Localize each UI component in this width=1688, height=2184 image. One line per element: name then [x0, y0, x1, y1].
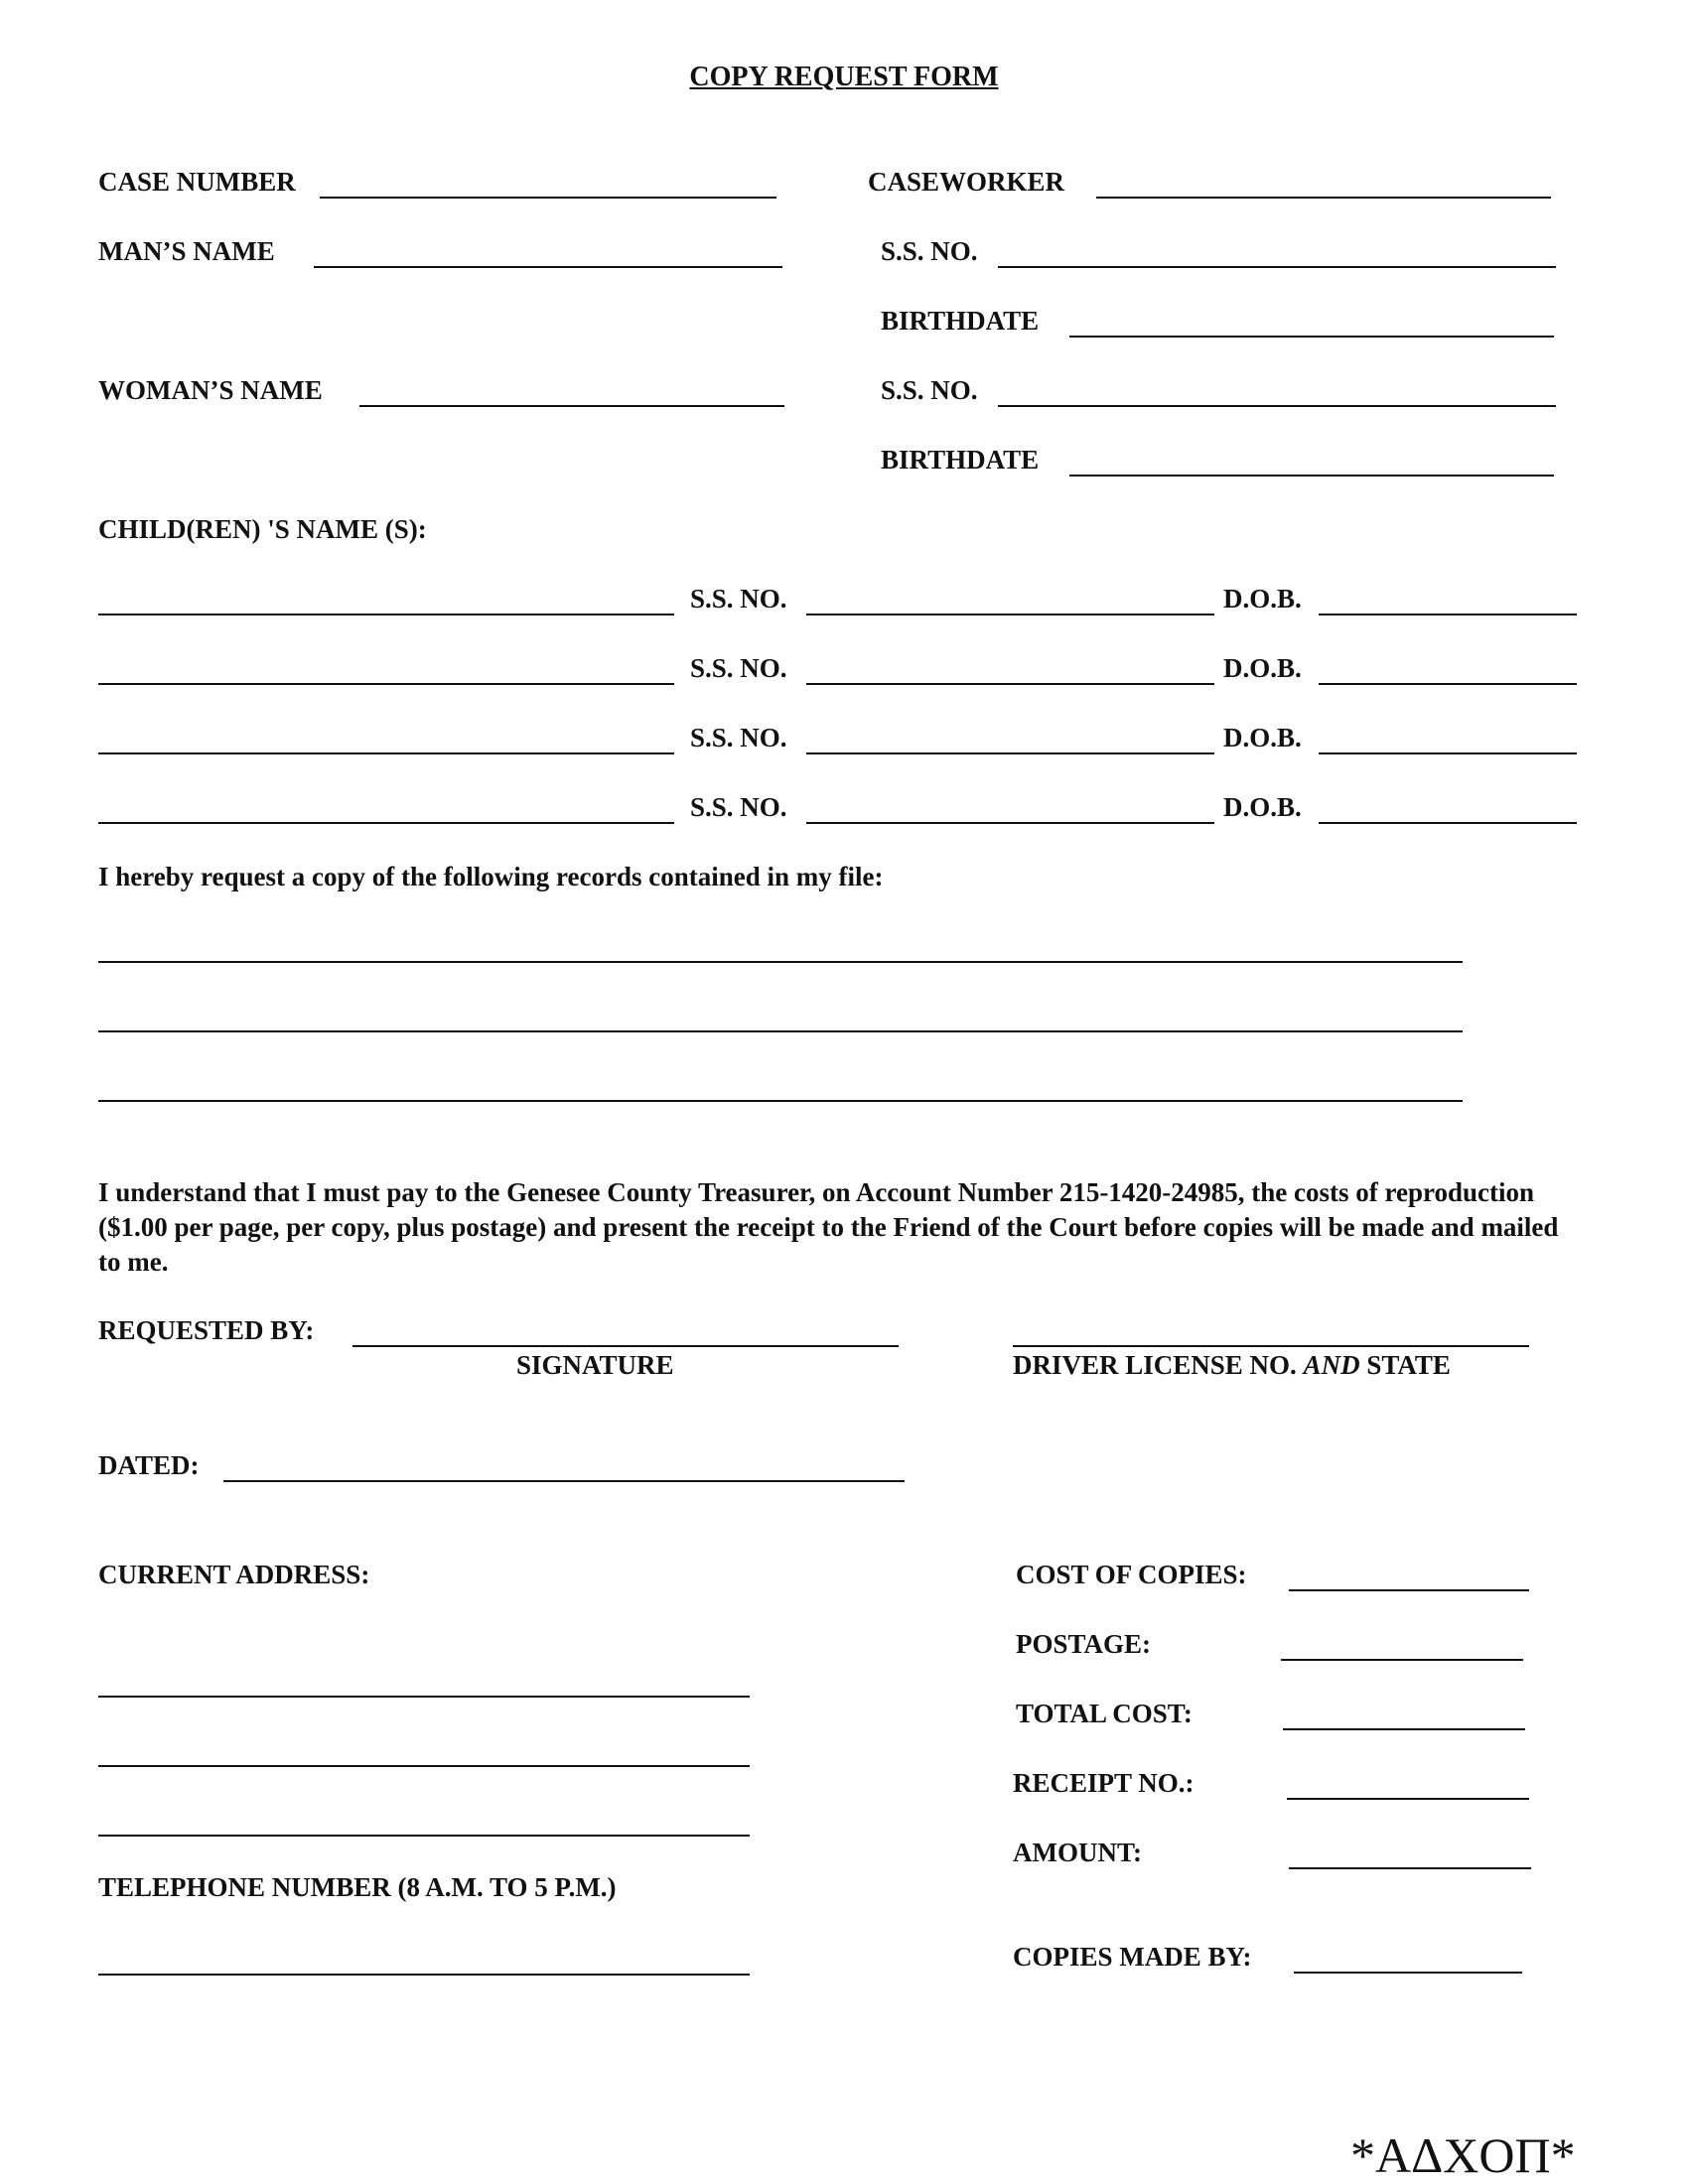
records-line[interactable]	[98, 1100, 1463, 1102]
womans-ss-no-label: S.S. NO.	[881, 375, 978, 405]
driver-license-caption-pre: DRIVER LICENSE NO.	[1013, 1350, 1297, 1380]
womans-name-field[interactable]	[359, 405, 784, 407]
child-name-field[interactable]	[98, 822, 674, 824]
requested-by-label: REQUESTED BY:	[98, 1315, 315, 1345]
child-dob-field[interactable]	[1319, 752, 1577, 754]
mans-name-label: MAN’S NAME	[98, 236, 275, 266]
child-ss-no-field[interactable]	[806, 752, 1214, 754]
child-dob-label: D.O.B.	[1223, 584, 1302, 614]
driver-license-caption	[1013, 1352, 1451, 1379]
postage-field[interactable]	[1281, 1659, 1523, 1661]
caseworker-label: CASEWORKER	[868, 167, 1065, 197]
child-dob-field[interactable]	[1319, 614, 1577, 615]
address-line[interactable]	[98, 1835, 750, 1837]
receipt-no-label: RECEIPT NO.:	[1013, 1768, 1195, 1798]
receipt-no-field[interactable]	[1287, 1798, 1529, 1800]
footer-code: *ΑΔΧΟΠ*	[1350, 2127, 1576, 2183]
child-ss-no-label: S.S. NO.	[690, 792, 787, 822]
mans-name-field[interactable]	[314, 266, 782, 268]
children-label: CHILD(REN) 'S NAME (S):	[98, 514, 427, 544]
caseworker-field[interactable]	[1096, 197, 1551, 199]
amount-field[interactable]	[1289, 1867, 1531, 1869]
total-cost-field[interactable]	[1283, 1728, 1525, 1730]
postage-label: POSTAGE:	[1016, 1629, 1152, 1659]
child-ss-no-field[interactable]	[806, 683, 1214, 685]
records-line[interactable]	[98, 961, 1463, 963]
child-name-field[interactable]	[98, 614, 674, 615]
address-line[interactable]	[98, 1765, 750, 1767]
child-dob-label: D.O.B.	[1223, 792, 1302, 822]
mans-ss-no-label: S.S. NO.	[881, 236, 978, 266]
child-ss-no-label: S.S. NO.	[690, 584, 787, 614]
form-title: COPY REQUEST FORM	[689, 62, 999, 92]
copies-made-by-field[interactable]	[1294, 1972, 1522, 1974]
cost-of-copies-field[interactable]	[1289, 1589, 1529, 1591]
child-ss-no-label: S.S. NO.	[690, 653, 787, 683]
payment-paragraph: I understand that I must pay to the Genesee County Treasurer, on Account Number 215-1420-24985, the costs of reproduction ($1.00 per page, per copy, plus postage) and present the receipt to the Friend of the Court before copies will be made and mailed to me.	[98, 1177, 1559, 1277]
cost-of-copies-label: COST OF COPIES:	[1016, 1560, 1247, 1589]
records-line[interactable]	[98, 1030, 1463, 1032]
total-cost-label: TOTAL COST:	[1016, 1699, 1193, 1728]
driver-license-caption-post: STATE	[1366, 1350, 1451, 1380]
driver-license-caption-and: AND	[1303, 1350, 1360, 1380]
child-dob-label: D.O.B.	[1223, 653, 1302, 683]
signature-field[interactable]	[352, 1345, 899, 1347]
womans-ss-no-field[interactable]	[998, 405, 1556, 407]
child-dob-field[interactable]	[1319, 822, 1577, 824]
amount-label: AMOUNT:	[1013, 1838, 1142, 1867]
womans-birthdate-field[interactable]	[1069, 475, 1554, 477]
dated-field[interactable]	[223, 1480, 905, 1482]
child-ss-no-field[interactable]	[806, 614, 1214, 615]
telephone-field[interactable]	[98, 1974, 750, 1976]
womans-name-label: WOMAN’S NAME	[98, 375, 323, 405]
request-statement: I hereby request a copy of the following records contained in my file:	[98, 862, 884, 891]
child-ss-no-label: S.S. NO.	[690, 723, 787, 752]
case-number-field[interactable]	[320, 197, 776, 199]
child-name-field[interactable]	[98, 683, 674, 685]
child-dob-field[interactable]	[1319, 683, 1577, 685]
mans-birthdate-label: BIRTHDATE	[881, 306, 1040, 336]
address-line[interactable]	[98, 1696, 750, 1698]
case-number-label: CASE NUMBER	[98, 167, 296, 197]
child-ss-no-field[interactable]	[806, 822, 1214, 824]
child-name-field[interactable]	[98, 752, 674, 754]
womans-birthdate-label: BIRTHDATE	[881, 445, 1040, 475]
dated-label: DATED:	[98, 1450, 200, 1480]
child-dob-label: D.O.B.	[1223, 723, 1302, 752]
telephone-label: TELEPHONE NUMBER (8 A.M. TO 5 P.M.)	[98, 1872, 617, 1902]
driver-license-field[interactable]	[1013, 1345, 1529, 1347]
copies-made-by-label: COPIES MADE BY:	[1013, 1942, 1252, 1972]
mans-birthdate-field[interactable]	[1069, 336, 1554, 338]
signature-caption: SIGNATURE	[516, 1350, 674, 1380]
current-address-label: CURRENT ADDRESS:	[98, 1560, 370, 1589]
mans-ss-no-field[interactable]	[998, 266, 1556, 268]
